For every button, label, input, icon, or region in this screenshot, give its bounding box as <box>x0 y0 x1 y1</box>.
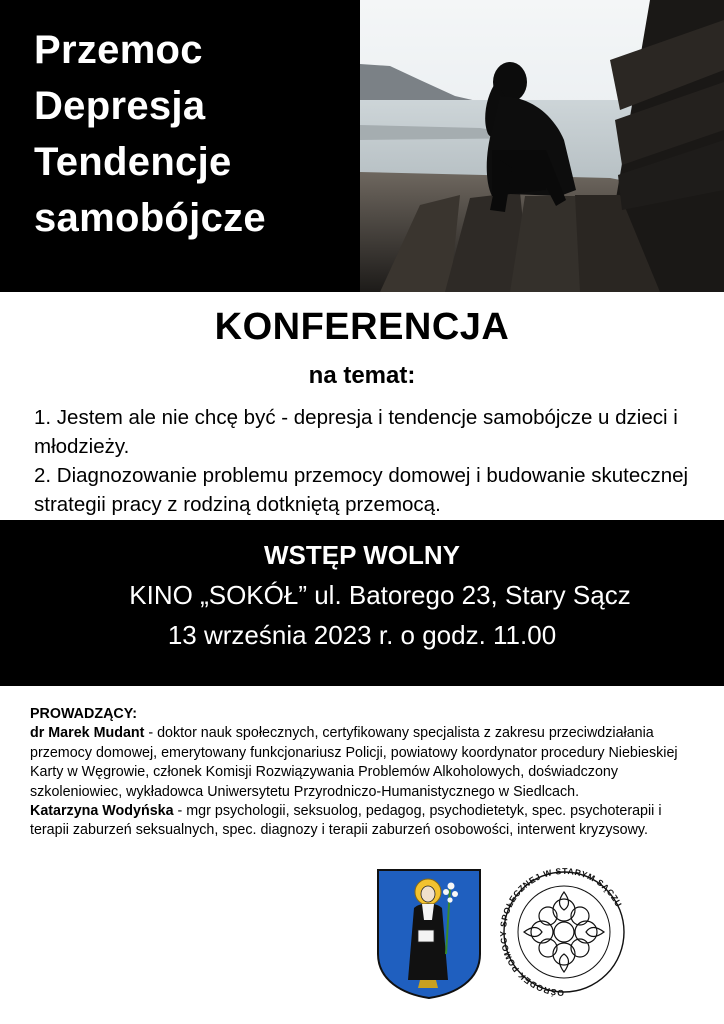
hosts-label: PROWADZĄCY: <box>30 706 137 722</box>
host-name: dr Marek Mudant <box>30 725 145 742</box>
hero-title-line-4: samobójcze <box>34 196 266 240</box>
conference-title: KONFERENCJA <box>214 306 510 348</box>
stary-sacz-coat-of-arms-icon <box>376 868 482 1000</box>
topic-item: 2. Diagnozowanie problemu przemocy domowej i budowanie skutecznej strategii pracy z rodziną dotkniętą przemocą. <box>34 464 689 516</box>
ops-stamp-logo-icon <box>498 862 630 1002</box>
conference-subtitle: na temat: <box>308 362 416 389</box>
topics-list <box>34 403 714 519</box>
topic-item: 1. Jestem ale nie chcę być - depresja i tendencje samobójcze u dzieci i młodzieży. <box>34 406 678 458</box>
host-entry <box>30 802 700 841</box>
host-name: Katarzyna Wodyńska <box>30 803 174 820</box>
hero-title-line-1: Przemoc <box>34 28 203 72</box>
hero-title-line-3: Tendencje <box>34 140 232 184</box>
event-location: KINO „SOKÓŁ” ul. Batorego 23, Stary Sącz <box>129 580 631 610</box>
hosts-section <box>30 705 700 841</box>
host-description: - doktor nauk społecznych, certyfikowany specjalista z zakresu przeciwdziałania przemocy domowej, emerytowany funkcjonariusz Policji, powiatowy koordynator procedury Niebieskiej Karty w Węgrowie, członek Komisji Rozwiązywania Problemów Alkoholowych, doświadczony szkoleniowiec, wykładowca Uniwersytetu Przyrodniczo-Humanistycznego w Siedlcach. <box>30 725 678 800</box>
stamp-text: OŚRODEK POMOCY SPOŁECZNEJ W STARYM SĄCZU <box>498 865 625 999</box>
hero-banner <box>0 0 724 292</box>
event-info-band <box>0 520 724 686</box>
free-entry-label: WSTĘP WOLNY <box>264 540 460 570</box>
event-date: 13 września 2023 r. o godz. 11.00 <box>167 620 557 650</box>
hero-title <box>34 22 354 246</box>
silhouette-on-bench-icon <box>360 0 724 292</box>
host-description: - mgr psychologii, seksuolog, pedagog, psychodietetyk, spec. psychoterapii i terapii zaburzeń seksualnych, spec. diagnozy i terapii zaburzeń osobowości, interwent kryzysowy. <box>30 803 662 839</box>
hero-title-line-2: Depresja <box>34 84 206 128</box>
host-entry <box>30 724 700 802</box>
